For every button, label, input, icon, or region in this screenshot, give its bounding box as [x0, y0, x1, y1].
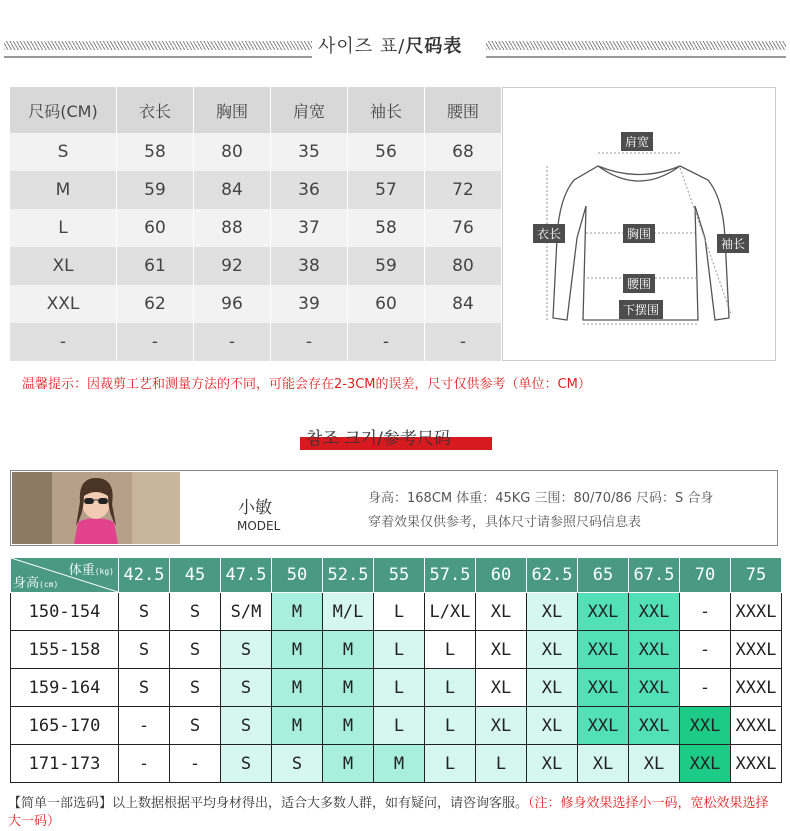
- section-title: 참조 크기/参考尺码: [306, 429, 451, 449]
- size-cell: S: [272, 745, 323, 783]
- size-cell: L: [374, 631, 425, 669]
- weight-header: 57.5: [425, 558, 476, 593]
- model-measurements: 身高：168CM 体重：45KG 三围：80/70/86 尺码：S 合身: [368, 491, 714, 506]
- table-cell: 37: [271, 209, 348, 247]
- model-name: 小敏: [238, 498, 272, 518]
- size-table-header: [10, 87, 502, 133]
- size-cell: S: [221, 707, 272, 745]
- table-cell: 68: [425, 133, 502, 171]
- size-cell: -: [680, 631, 731, 669]
- table-cell: 60: [117, 209, 194, 247]
- size-cell: XL: [527, 669, 578, 707]
- column-header: 腰围: [425, 87, 502, 133]
- table-cell: 38: [271, 247, 348, 285]
- header-line-right: [486, 56, 786, 58]
- table-cell: -: [425, 323, 502, 361]
- size-cell: XL: [476, 593, 527, 631]
- table-cell: 76: [425, 209, 502, 247]
- table-row: [11, 631, 782, 669]
- table-cell: 35: [271, 133, 348, 171]
- size-table: [10, 87, 502, 361]
- size-cell: S: [119, 593, 170, 631]
- model-photo: [12, 472, 180, 544]
- table-row: [10, 209, 502, 247]
- measurement-tip: 温馨提示：因裁剪工艺和测量方法的不同，可能会存在2-3CM的误差，尺寸仅供参考（单位：CM）: [22, 377, 591, 392]
- table-cell: 72: [425, 171, 502, 209]
- table-cell: 59: [348, 247, 425, 285]
- table-cell: 88: [194, 209, 271, 247]
- column-header: 胸围: [194, 87, 271, 133]
- size-cell: S: [119, 631, 170, 669]
- size-cell: XL: [629, 745, 680, 783]
- size-cell: -: [119, 707, 170, 745]
- size-cell: M: [374, 745, 425, 783]
- size-cell: S/M: [221, 593, 272, 631]
- column-header: 袖长: [348, 87, 425, 133]
- table-cell: L: [10, 209, 117, 247]
- diagram-label-chest: 胸围: [623, 224, 655, 243]
- weight-header: 52.5: [323, 558, 374, 593]
- size-cell: XL: [476, 707, 527, 745]
- table-cell: 62: [117, 285, 194, 323]
- size-cell: XXL: [578, 707, 629, 745]
- size-cell: M: [323, 745, 374, 783]
- size-cell: L: [374, 669, 425, 707]
- table-cell: -: [348, 323, 425, 361]
- model-label: MODEL: [237, 519, 281, 533]
- size-cell: -: [680, 593, 731, 631]
- size-cell: M: [323, 707, 374, 745]
- table-cell: 80: [194, 133, 271, 171]
- size-cell: L: [425, 631, 476, 669]
- table-cell: M: [10, 171, 117, 209]
- size-cell: M: [272, 593, 323, 631]
- size-cell: XL: [578, 745, 629, 783]
- size-cell: M/L: [323, 593, 374, 631]
- height-cell: 165-170: [11, 707, 119, 745]
- table-cell: 58: [117, 133, 194, 171]
- column-header: 尺码(CM): [10, 87, 117, 133]
- size-cell: L: [374, 707, 425, 745]
- size-cell: S: [221, 669, 272, 707]
- table-cell: 57: [348, 171, 425, 209]
- size-cell: M: [272, 669, 323, 707]
- size-cell: XXXL: [731, 745, 782, 783]
- table-row: [10, 285, 502, 323]
- table-cell: 92: [194, 247, 271, 285]
- table-cell: S: [10, 133, 117, 171]
- size-cell: L/XL: [425, 593, 476, 631]
- size-cell: L: [425, 669, 476, 707]
- weight-header: 75: [731, 558, 782, 593]
- size-cell: XXXL: [731, 631, 782, 669]
- size-cell: XXXL: [731, 707, 782, 745]
- table-cell: 56: [348, 133, 425, 171]
- garment-measurement-diagram: [502, 87, 776, 361]
- size-cell: S: [170, 669, 221, 707]
- size-cell: S: [170, 593, 221, 631]
- weight-header: 65: [578, 558, 629, 593]
- table-cell: 58: [348, 209, 425, 247]
- header-hatch-right: [486, 41, 786, 50]
- weight-header: 47.5: [221, 558, 272, 593]
- weight-label: 体重(kg): [68, 563, 114, 578]
- table-row: [11, 745, 782, 783]
- weight-header: 70: [680, 558, 731, 593]
- size-cell: XXXL: [731, 593, 782, 631]
- table-corner: [11, 558, 119, 593]
- size-cell: M: [323, 669, 374, 707]
- table-row: [11, 707, 782, 745]
- diagram-label-length: 衣长: [533, 224, 565, 243]
- size-cell: XXL: [629, 631, 680, 669]
- diagram-label-sleeve: 袖长: [717, 234, 749, 253]
- column-header: 肩宽: [271, 87, 348, 133]
- section-reference-size: [300, 424, 492, 450]
- weight-header: 67.5: [629, 558, 680, 593]
- size-cell: XL: [527, 593, 578, 631]
- height-cell: 150-154: [11, 593, 119, 631]
- table-cell: 80: [425, 247, 502, 285]
- table-cell: -: [10, 323, 117, 361]
- table-cell: -: [117, 323, 194, 361]
- size-cell: S: [221, 745, 272, 783]
- weight-header-row: [11, 558, 782, 593]
- size-cell: L: [425, 745, 476, 783]
- size-cell: L: [476, 745, 527, 783]
- weight-header: 62.5: [527, 558, 578, 593]
- table-row: [11, 593, 782, 631]
- size-cell: XL: [527, 631, 578, 669]
- size-selection-note: 【简单一部选码】以上数据根据平均身材得出，适合大多数人群，如有疑问，请咨询客服。（注：修身效果选择小一码，宽松效果选择大一码）: [8, 796, 769, 829]
- size-cell: S: [221, 631, 272, 669]
- table-row: [10, 171, 502, 209]
- table-cell: 84: [194, 171, 271, 209]
- size-cell: S: [170, 707, 221, 745]
- table-cell: 96: [194, 285, 271, 323]
- size-cell: L: [425, 707, 476, 745]
- size-cell: M: [272, 631, 323, 669]
- size-cell: M: [323, 631, 374, 669]
- weight-header: 45: [170, 558, 221, 593]
- table-cell: 84: [425, 285, 502, 323]
- table-row: [11, 669, 782, 707]
- size-cell: S: [170, 631, 221, 669]
- header-line-left: [4, 56, 312, 58]
- size-cell: S: [119, 669, 170, 707]
- weight-header: 60: [476, 558, 527, 593]
- size-recommendation-table: [10, 557, 782, 783]
- size-cell: XXL: [680, 745, 731, 783]
- table-cell: 59: [117, 171, 194, 209]
- size-cell: XXL: [629, 707, 680, 745]
- page-header: [0, 30, 790, 62]
- model-info-box: [10, 470, 778, 546]
- size-cell: L: [374, 593, 425, 631]
- size-cell: XXL: [578, 593, 629, 631]
- table-row: [10, 133, 502, 171]
- diagram-label-shoulder: 肩宽: [621, 132, 653, 151]
- table-cell: 36: [271, 171, 348, 209]
- size-cell: XXL: [578, 669, 629, 707]
- table-cell: 60: [348, 285, 425, 323]
- height-label: 身高(cm): [13, 576, 59, 591]
- size-cell: XXL: [629, 669, 680, 707]
- size-cell: XXL: [680, 707, 731, 745]
- weight-header: 50: [272, 558, 323, 593]
- model-note: 穿着效果仅供参考，具体尺寸请参照尺码信息表: [368, 515, 642, 530]
- table-cell: XL: [10, 247, 117, 285]
- height-cell: 159-164: [11, 669, 119, 707]
- page-title: 사이즈 표/尺码表: [318, 36, 463, 57]
- table-cell: -: [271, 323, 348, 361]
- weight-header: 42.5: [119, 558, 170, 593]
- height-cell: 171-173: [11, 745, 119, 783]
- column-header: 衣长: [117, 87, 194, 133]
- height-cell: 155-158: [11, 631, 119, 669]
- size-cell: -: [170, 745, 221, 783]
- weight-header: 55: [374, 558, 425, 593]
- diagram-label-waist: 腰围: [623, 274, 655, 293]
- size-cell: XL: [476, 631, 527, 669]
- diagram-label-hem: 下摆围: [619, 300, 663, 319]
- header-hatch-left: [4, 41, 312, 50]
- size-cell: XL: [527, 707, 578, 745]
- size-cell: XXL: [629, 593, 680, 631]
- size-cell: M: [272, 707, 323, 745]
- size-cell: -: [680, 669, 731, 707]
- table-row: [10, 323, 502, 361]
- table-cell: 39: [271, 285, 348, 323]
- size-cell: XXL: [578, 631, 629, 669]
- size-cell: XXXL: [731, 669, 782, 707]
- size-cell: XL: [476, 669, 527, 707]
- table-cell: XXL: [10, 285, 117, 323]
- size-cell: XL: [527, 745, 578, 783]
- table-cell: 61: [117, 247, 194, 285]
- size-cell: -: [119, 745, 170, 783]
- table-row: [10, 247, 502, 285]
- table-cell: -: [194, 323, 271, 361]
